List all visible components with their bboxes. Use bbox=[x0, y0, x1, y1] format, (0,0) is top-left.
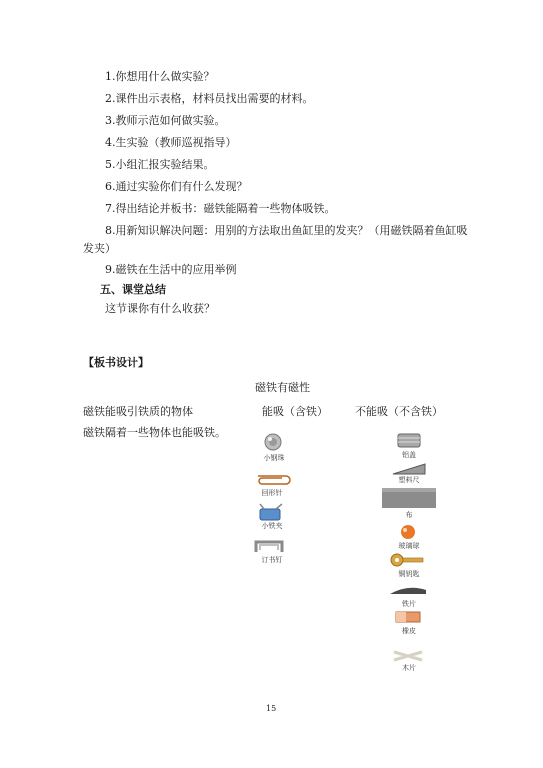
cloth-picture bbox=[380, 486, 438, 510]
summary-question: 这节课你有什么收获？ bbox=[105, 302, 215, 315]
copper-key-picture bbox=[388, 551, 428, 569]
item-staple: 订书钉 bbox=[261, 556, 283, 564]
step-2: 2.课件出示表格，材料员找出需要的材料。 bbox=[105, 92, 314, 105]
eraser-picture bbox=[393, 609, 423, 625]
step-9: 9.磁铁在生活中的应用举例 bbox=[105, 263, 237, 276]
glass-ball-picture bbox=[396, 523, 420, 541]
board-column-no: 不能吸（不含铁） bbox=[355, 405, 443, 418]
item-eraser: 橡皮 bbox=[402, 627, 416, 635]
iron-clip-picture bbox=[254, 503, 288, 523]
item-wood-chip: 木片 bbox=[402, 664, 416, 672]
aluminum-lid-picture bbox=[392, 430, 426, 450]
iron-sheet-picture bbox=[386, 584, 430, 598]
item-steel-ball: 小钢珠 bbox=[263, 454, 285, 462]
step-1: 1.你想用什么做实验？ bbox=[105, 70, 215, 83]
summary-heading: 五、课堂总结 bbox=[100, 283, 166, 296]
step-5: 5.小组汇报实验结果。 bbox=[105, 158, 215, 171]
item-aluminum-lid: 铝盖 bbox=[402, 451, 416, 459]
board-heading: 【板书设计】 bbox=[83, 356, 149, 369]
step-3: 3.教师示范如何做实验。 bbox=[105, 114, 226, 127]
item-iron-clip: 小铁夹 bbox=[261, 522, 283, 530]
item-plastic-ruler: 塑料尺 bbox=[398, 476, 420, 484]
board-title: 磁铁有磁性 bbox=[255, 381, 310, 394]
item-glass-ball: 玻璃球 bbox=[398, 542, 420, 550]
board-left-line-1: 磁铁能吸引铁质的物体 bbox=[83, 405, 193, 418]
page-number: 15 bbox=[266, 704, 277, 713]
wood-chip-picture bbox=[390, 648, 426, 664]
item-cloth: 布 bbox=[405, 511, 413, 519]
step-8: 8.用新知识解决问题：用别的方法取出鱼缸里的发夹？（用磁铁隔着鱼缸吸 bbox=[105, 224, 468, 237]
steel-ball-picture bbox=[258, 432, 288, 452]
board-column-yes: 能吸（含铁） bbox=[262, 405, 328, 418]
board-left-line-2: 磁铁隔着一些物体也能吸铁。 bbox=[83, 426, 226, 439]
step-8-continued: 发夹） bbox=[83, 242, 116, 255]
item-iron-sheet: 铁片 bbox=[402, 600, 416, 608]
item-paper-clip: 回形针 bbox=[261, 489, 283, 497]
staple-picture bbox=[252, 538, 286, 554]
plastic-ruler-picture bbox=[389, 462, 429, 476]
step-7: 7.得出结论并板书：磁铁能隔着一些物体吸铁。 bbox=[105, 202, 336, 215]
paper-clip-picture bbox=[252, 472, 292, 488]
step-4: 4.生实验（教师巡视指导） bbox=[105, 136, 237, 149]
item-copper-key: 铜钥匙 bbox=[398, 570, 420, 578]
step-6: 6.通过实验你们有什么发现？ bbox=[105, 180, 248, 193]
